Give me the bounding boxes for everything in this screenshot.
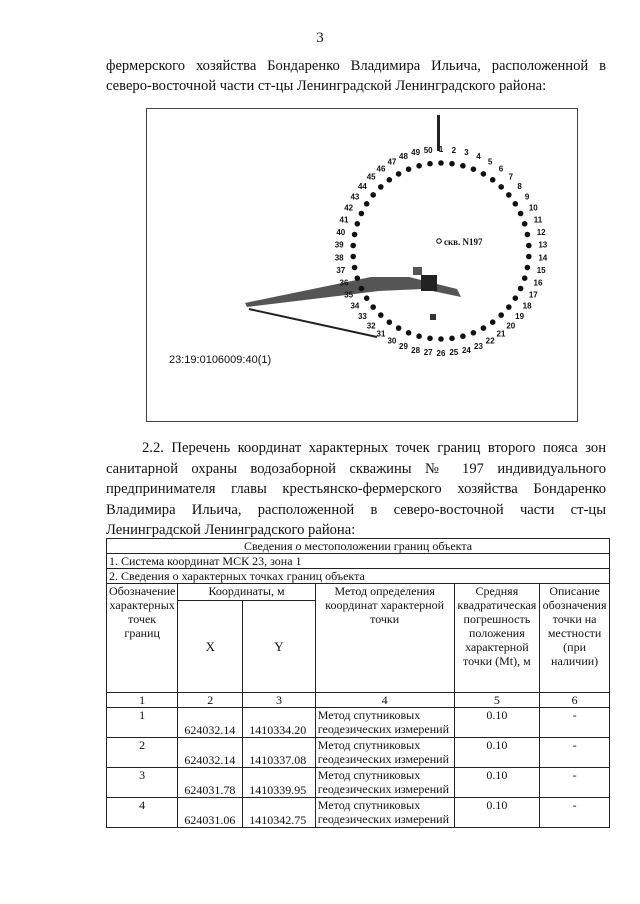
boundary-point [416, 333, 422, 339]
boundary-point [427, 336, 433, 342]
boundary-point-label: 3 [464, 148, 469, 158]
boundary-point [449, 161, 455, 167]
boundary-point [498, 312, 504, 318]
building-block [430, 314, 436, 320]
boundary-point-label: 28 [411, 345, 421, 355]
boundary-point [406, 166, 412, 172]
table-row [107, 768, 610, 798]
boundary-point-label: 27 [423, 348, 433, 358]
coord-x: 624032.14 [178, 738, 243, 768]
boundary-point [513, 295, 519, 301]
boundary-point-label: 32 [366, 321, 376, 331]
column-number: 1 [107, 693, 178, 708]
boundary-point-label: 9 [524, 192, 530, 202]
boundary-point [378, 184, 384, 190]
boundary-point-label: 15 [536, 266, 546, 276]
table-section-label: 2. Сведения о характерных точках границ объекта [107, 569, 610, 584]
boundary-point [352, 232, 358, 238]
well-marker [437, 239, 442, 244]
boundary-point-label: 39 [334, 240, 344, 250]
boundary-scheme [146, 108, 578, 422]
boundary-point [416, 163, 422, 169]
coord-y: 1410334.20 [243, 708, 316, 738]
boundary-point [370, 192, 376, 198]
point-description: - [540, 768, 610, 798]
boundary-point [350, 243, 356, 249]
boundary-point [438, 336, 444, 342]
header-y: Y [243, 601, 316, 693]
well-label: скв. N197 [444, 237, 483, 247]
boundary-point-label: 42 [344, 203, 354, 213]
table-row [107, 798, 610, 828]
error-value: 0.10 [454, 708, 540, 738]
header-description: Описание обозначения точки на местности (при наличии) [540, 584, 610, 693]
boundary-point [427, 161, 433, 167]
boundary-point-label: 12 [536, 227, 546, 237]
boundary-point [522, 275, 528, 281]
boundary-point [359, 211, 365, 217]
boundary-point [355, 221, 361, 227]
boundary-ring [335, 145, 548, 358]
boundary-point-label: 1 [438, 145, 444, 154]
boundary-point [378, 312, 384, 318]
boundary-point [525, 265, 531, 271]
header-error: Средняя квадратическая погрешность положения характерной точки (Mt), м [454, 584, 540, 693]
boundary-point-label: 26 [436, 349, 446, 358]
point-number: 2 [107, 738, 178, 768]
boundary-point [490, 177, 496, 183]
column-number: 3 [243, 693, 316, 708]
boundary-point-label: 47 [387, 157, 397, 167]
method: Метод спутниковых геодезических измерений [315, 738, 454, 768]
boundary-point-label: 43 [350, 192, 360, 202]
error-value: 0.10 [454, 738, 540, 768]
column-number: 2 [178, 693, 243, 708]
coord-x: 624031.06 [178, 798, 243, 828]
method: Метод спутниковых геодезических измерений [315, 798, 454, 828]
boundary-point-label: 50 [423, 145, 433, 155]
boundary-point-label: 33 [357, 312, 367, 321]
boundary-point [526, 243, 532, 249]
boundary-point [481, 325, 487, 331]
header-x: X [178, 601, 243, 693]
intro-text: фермерского хозяйства Бондаренко Владимира Ильича, расположенной в северо-восточной части ст-цы Ленинградской Ленинградского района: [106, 58, 606, 94]
boundary-point-label: 31 [376, 329, 386, 339]
boundary-point-label: 22 [485, 336, 495, 346]
method: Метод спутниковых геодезических измерений [315, 708, 454, 738]
boundary-point-label: 4 [476, 152, 481, 162]
coord-y: 1410337.08 [243, 738, 316, 768]
building-block [413, 267, 422, 275]
boundary-point-label: 19 [515, 312, 525, 321]
boundary-point [387, 319, 393, 325]
boundary-point [471, 330, 477, 336]
boundary-point [522, 221, 528, 227]
boundary-point-label: 7 [508, 172, 514, 182]
table-coordinate-system: 1. Система координат МСК 23, зона 1 [107, 554, 610, 569]
boundary-point-label: 20 [506, 321, 516, 331]
boundary-point-label: 14 [538, 253, 548, 263]
boundary-point-label: 11 [533, 215, 543, 225]
boundary-point [506, 192, 512, 198]
point-number: 3 [107, 768, 178, 798]
header-coordinates: Координаты, м [178, 584, 315, 601]
coord-y: 1410339.95 [243, 768, 316, 798]
boundary-point [396, 171, 402, 177]
coordinates-table [106, 538, 610, 828]
boundary-point [460, 333, 466, 339]
boundary-point-label: 41 [339, 215, 349, 225]
boundary-point [460, 163, 466, 169]
error-value: 0.10 [454, 768, 540, 798]
column-number: 6 [540, 693, 610, 708]
boundary-point [352, 265, 358, 271]
cadastral-label: 23:19:0106009:40(1) [169, 354, 272, 366]
error-value: 0.10 [454, 798, 540, 828]
boundary-point-label: 5 [487, 157, 493, 167]
section-paragraph-text: 2.2. Перечень координат характерных точек границ второго пояса зон санитарной охраны водозаборной скважины № 197 индивидуального предпринимателя главы крестьянско-фермерского хозяйства Бондаренко Владимира Ильича, расположенной в северо-восточной части ст-цы Ленинградской Ленинградского района: [106, 440, 606, 538]
boundary-point [355, 275, 361, 281]
coord-y: 1410342.75 [243, 798, 316, 828]
boundary-point [513, 201, 519, 207]
boundary-point-label: 36 [339, 278, 349, 288]
boundary-point-label: 21 [496, 329, 506, 339]
building-block [421, 275, 437, 291]
table-row [107, 708, 610, 738]
boundary-point-label: 8 [517, 182, 522, 191]
boundary-point-label: 35 [344, 290, 354, 300]
boundary-point [490, 319, 496, 325]
boundary-point-label: 44 [357, 182, 367, 191]
boundary-point [364, 295, 370, 301]
boundary-point-label: 46 [376, 164, 386, 174]
page-number: 3 [316, 30, 324, 46]
boundary-point [370, 304, 376, 310]
boundary-point [471, 166, 477, 172]
scheme-drawing [147, 109, 577, 421]
boundary-point-label: 10 [528, 203, 538, 213]
header-designation: Обозначение характерных точек границ [107, 584, 178, 693]
boundary-point [438, 160, 444, 166]
point-description: - [540, 798, 610, 828]
table-title: Сведения о местоположении границ объекта [107, 539, 610, 554]
boundary-point-label: 45 [366, 172, 376, 182]
boundary-point [449, 336, 455, 342]
boundary-point-label: 24 [461, 345, 471, 355]
boundary-point [364, 201, 370, 207]
boundary-point [396, 325, 402, 331]
boundary-point-label: 34 [350, 301, 360, 311]
boundary-point [387, 177, 393, 183]
coord-x: 624031.78 [178, 768, 243, 798]
boundary-point [525, 232, 531, 238]
boundary-point [481, 171, 487, 177]
boundary-point-label: 18 [522, 301, 532, 311]
boundary-point [406, 330, 412, 336]
column-number: 4 [315, 693, 454, 708]
boundary-point-label: 16 [533, 278, 543, 288]
boundary-point-label: 13 [538, 240, 548, 250]
boundary-point [506, 304, 512, 310]
boundary-point-label: 38 [334, 253, 344, 263]
boundary-point-label: 6 [498, 164, 504, 174]
point-number: 4 [107, 798, 178, 828]
boundary-point-label: 37 [336, 266, 346, 276]
boundary-point-label: 49 [411, 148, 421, 158]
boundary-point [350, 254, 356, 260]
boundary-point-label: 25 [449, 348, 459, 358]
coord-x: 624032.14 [178, 708, 243, 738]
boundary-point-label: 23 [474, 341, 483, 351]
header-method: Метод определения координат характерной точки [315, 584, 454, 693]
table-row [107, 738, 610, 768]
boundary-point-label: 17 [528, 290, 538, 300]
boundary-point [518, 211, 524, 217]
boundary-point [518, 286, 524, 292]
boundary-point-label: 48 [399, 152, 408, 162]
boundary-point [498, 184, 504, 190]
boundary-point [359, 286, 365, 292]
boundary-point-label: 2 [451, 145, 457, 155]
boundary-point [526, 254, 532, 260]
method: Метод спутниковых геодезических измерений [315, 768, 454, 798]
boundary-point-label: 30 [387, 336, 397, 346]
boundary-point-label: 40 [336, 227, 346, 237]
point-description: - [540, 738, 610, 768]
boundary-point-label: 29 [399, 341, 408, 351]
point-number: 1 [107, 708, 178, 738]
column-number: 5 [454, 693, 540, 708]
section-paragraph [106, 438, 606, 541]
point-description: - [540, 708, 610, 738]
